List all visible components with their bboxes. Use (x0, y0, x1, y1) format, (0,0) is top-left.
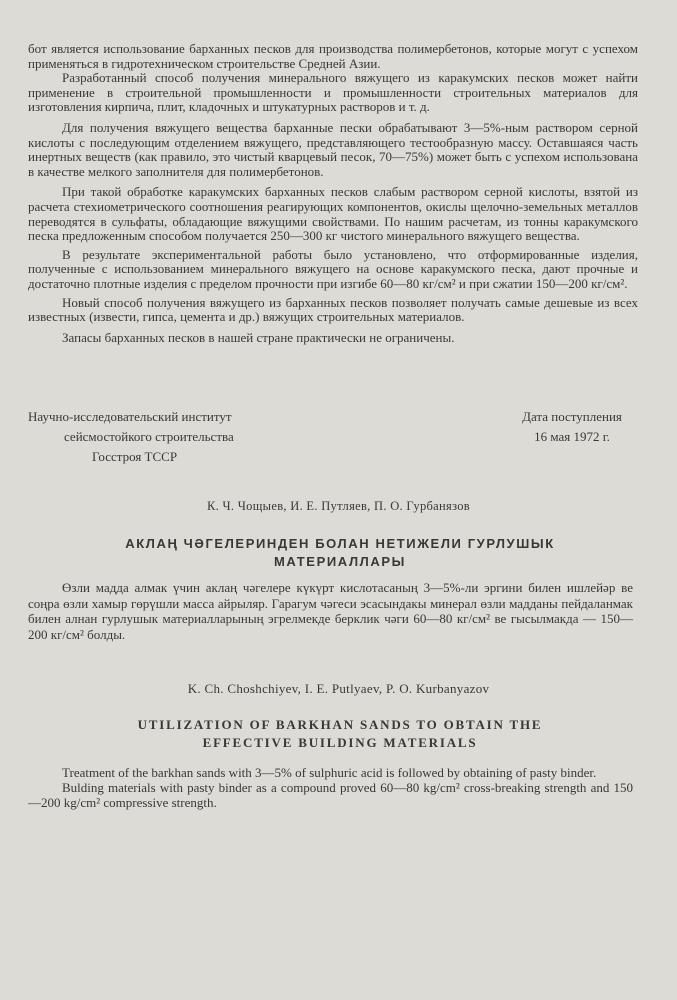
turkmen-abstract: Өзли мадда алмак үчин аклаң чәгелере күкүрт кислотасаның 3—5%-ли эргини билен ишлейәр ве соңра өзли хамыр гөрүшли масса айрыляр. Гарагум чәгеси эсасындакы минерал өзли мадданы пейдаланмак билен алнан гурлушык материалларының эгрелмекде берклик чәги 60—80 кг/см² ве гысылмакда — 150—200 кг/см² болды. (28, 580, 633, 642)
title-line: EFFECTIVE BUILDING MATERIALS (202, 735, 478, 750)
received-date: 16 мая 1972 г. (534, 429, 610, 444)
institution-line: сейсмостойкого строительства (64, 429, 234, 444)
title-line: АКЛАҢ ЧӘГЕЛЕРИНДЕН БОЛАН НЕТИЖЕЛИ ГУРЛУШЫК (125, 536, 555, 551)
english-title (60, 716, 620, 752)
paragraph: В результате экспериментальной работы было установлено, что отформированные изделия, полученные с использованием минерального вяжущего на основе каракумского песка, дают прочные и достаточно плотные изделия с пределом прочности при изгибе 60—80 кг/см² и при сжатии 150—200 кг/см². (28, 246, 638, 291)
turkmen-authors: К. Ч. Чощыев, И. Е. Путляев, П. О. Гурбанязов (206, 499, 470, 513)
turkmen-title (60, 535, 620, 571)
english-paragraph: Bulding materials with pasty binder as a compound proved 60—80 kg/cm² cross-breaking strength and 150—200 kg/cm² compressive strength. (28, 780, 633, 810)
paragraph: бот является использование барханных песков для производства полимербетонов, которые могут с успехом применяться в гидротехническом строительстве Средней Азии. (28, 41, 638, 71)
title-line: UTILIZATION OF BARKHAN SANDS TO OBTAIN THE (137, 717, 543, 732)
english-authors: K. Ch. Choshchiyev, I. E. Putlyaev, P. O. Kurbanyazov (187, 681, 490, 696)
paragraph: Новый способ получения вяжущего из барханных песков позволяет получать самые дешевые из всех известных (извести, гипса, цемента и др.) вяжущих строительных материалов. (28, 294, 638, 325)
received-label: Дата поступления (522, 409, 622, 424)
institution-line: Научно-исследовательский институт (28, 409, 232, 424)
paragraph: Запасы барханных песков в нашей стране практически не ограничены. (62, 329, 455, 345)
paragraph: Для получения вяжущего вещества барханные пески обрабатывают 3—5%-ным раствором серной кислоты с последующим отделением вяжущего, представляющего тестообразную массу. Оставшаяся часть инертных веществ (как правило, это чистый кварцевый песок, 70—75%) может быть с успехом использована в качестве мелкого заполнителя для полимербетонов. (28, 119, 638, 179)
turkmen-abstract-block (28, 580, 633, 642)
institution-line: Госстроя ТССР (92, 449, 178, 464)
received-date-block (502, 407, 642, 447)
paragraph: При такой обработке каракумских барханных песков слабым раствором серной кислоты, взятой из расчета стехиометрического соотношения реагирующих компонентов, окислы щелочно-земельных металлов переводятся в сульфаты, обладающие вяжущими свойствами. По нашим расчетам, из тонны каракумского песка предложенным способом получается 250—300 кг чистого минерального вяжущего вещества. (28, 184, 638, 244)
english-abstract-block (28, 765, 633, 810)
english-paragraph: Treatment of the barkhan sands with 3—5% of sulphuric acid is followed by obtaining of pasty binder. (62, 765, 597, 780)
title-line: МАТЕРИАЛЛАРЫ (274, 554, 406, 569)
institution-block (28, 407, 234, 467)
russian-body (28, 42, 638, 345)
paragraph: Разработанный способ получения минерального вяжущего из каракумских песков может найти применение в строительной промышленности и промышленности строительных материалов для изготовления кирпича, плит, кладочных и штукатурных растворов и т. д. (28, 70, 638, 115)
